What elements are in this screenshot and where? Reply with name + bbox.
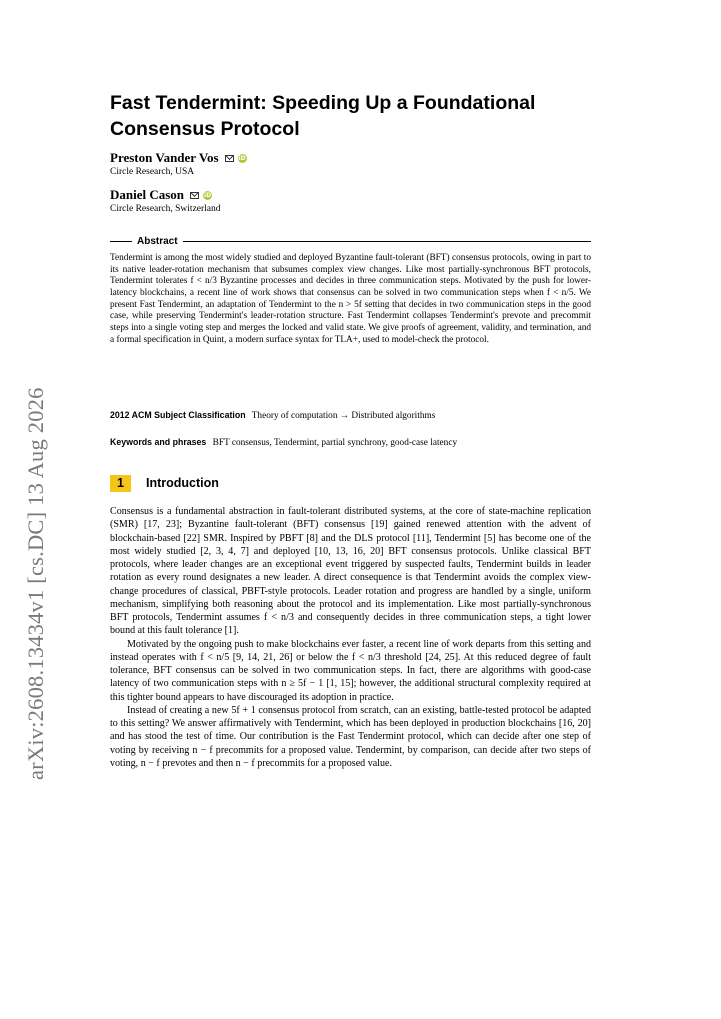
orcid-icon[interactable]: iD [238,154,246,162]
paragraph: Motivated by the ongoing push to make blockchains ever faster, a recent line of work departs from this setting and instead operates with f < n/5 [9, 14, 21, 26] or below the f < n/3 threshold [24, 25]. At this reduced degree of fault tolerance, BFT consensus can be solved in two communication steps. In fact, there are algorithms with good-case latency of two communication steps with n ≥ 5f − 1 [1, 15]; however, the additional structural complexity required at this tighter bound appears to have discouraged its adoption in practice. [110,638,591,703]
abstract-rule-left [110,241,132,242]
author-name: Preston Vander Vos [110,150,219,165]
keywords [110,436,591,449]
acm-classification-value: Theory of computation → Distributed algorithms [251,411,436,421]
paragraph: Instead of creating a new 5f + 1 consensus protocol from scratch, can an existing, battle-tested protocol be adapted to this setting? We answer affirmatively with Tendermint, which has been deployed in production blockchains [16, 20] and has stood the test of time. Our contribution is the Fast Tendermint protocol, which can decide after one step of voting by receiving n − f precommits for a proposed value. Tendermint, by comparison, can decide after two steps of voting, n − f prevotes and then n − f precommits for a proposed value. [110,704,591,769]
arxiv-identifier: arXiv:2608.13434v1 [cs.DC] 13 Aug 2026 [23,387,48,780]
abstract-label: Abstract [137,235,178,247]
section-title: Introduction [146,476,219,490]
section-heading [110,474,219,492]
author-block [110,187,590,215]
author-name: Daniel Cason [110,187,185,202]
introduction-body [110,505,591,770]
author-block [110,150,590,178]
author-affiliation: Circle Research, USA [110,167,195,177]
orcid-icon[interactable]: iD [204,191,212,199]
section-number: 1 [110,475,131,492]
acm-classification [110,409,591,422]
acm-classification-label: 2012 ACM Subject Classification [110,410,246,420]
abstract-text: Tendermint is among the most widely studied and deployed Byzantine fault-tolerant (BFT) consensus protocols, owing in part to its native leader-rotation mechanism that subsumes complex view changes. Like most partially-synchronous BFT protocols, Tendermint tolerates f < n/3 Byzantine processes and decides in three communication steps. Motivated by the push for lower-latency blockchains, a recent line of work shows that consensus can be solved in two communication steps when f < n/5. We present Fast Tendermint, an adaptation of Tendermint to the n > 5f setting that decides in two communication steps in the good case, while preserving Tendermint's leader-rotation structure. Fast Tendermint collapses Tendermint's prevote and precommit steps into a single voting step and merges the locked and valid state. We give proofs of agreement, validity, and termination, and a formal specification in Quint, a modern surface syntax for TLA+, used to model-check the protocol. [110,253,591,345]
email-icon[interactable] [225,155,234,162]
email-icon[interactable] [190,192,199,199]
paragraph: Consensus is a fundamental abstraction in fault-tolerant distributed systems, at the core of state-machine replication (SMR) [17, 23]; Byzantine fault-tolerant (BFT) consensus [19] gained renewed attention with the advent of blockchain-based [22] SMR. Inspired by PBFT [8] and the DLS protocol [11], Tendermint [5] has become one of the most widely studied [2, 3, 4, 7] and deployed [10, 13, 16, 20] BFT consensus protocols. Unlike classical BFT protocols, where leader changes are an exceptional event triggered by suspected faults, Tendermint builds in leader rotation as every round designates a new leader. A direct consequence is that Tendermint avoids the complex view-change procedures of classical, PBFT-style protocols. Leader rotation and progress are handled by a single, uniform mechanism, simplifying both reasoning about the protocol and its implementation. Like most partially-synchronous BFT protocols, Tendermint assumes f < n/3 and consequently decides in three communication steps, a tight lower bound at this fault tolerance [1]. [110,506,591,637]
abstract-rule-right [183,241,591,242]
keywords-value: BFT consensus, Tendermint, partial synchrony, good-case latency [212,438,458,448]
author-affiliation: Circle Research, Switzerland [110,204,221,214]
abstract-heading [110,234,591,248]
keywords-label: Keywords and phrases [110,437,207,447]
paper-title: Fast Tendermint: Speeding Up a Foundational Consensus Protocol [110,92,536,140]
